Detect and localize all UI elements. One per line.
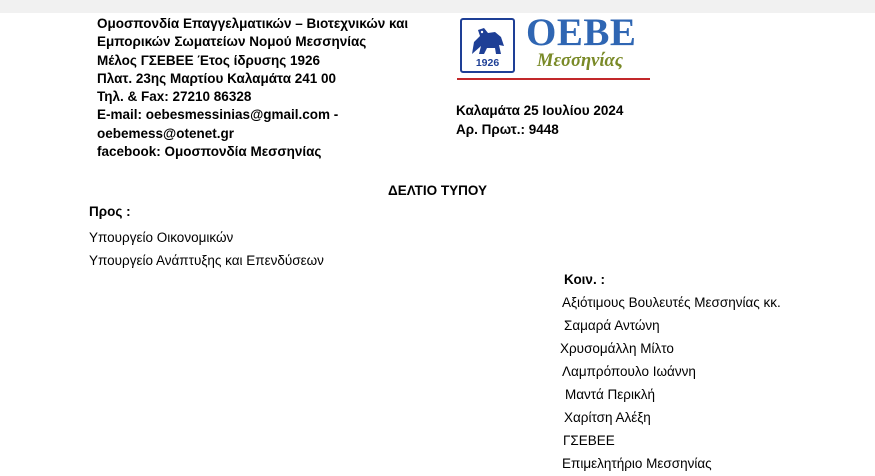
sender-line: Εμπορικών Σωματείων Νομού Μεσσηνίας: [97, 34, 367, 50]
logo-subtitle: Μεσσηνίας: [537, 51, 623, 71]
document-title: [0, 183, 875, 198]
sender-email-line: oebemess@otenet.gr: [97, 125, 234, 141]
cc-item: Μαντά Περικλή: [565, 387, 655, 402]
cc-item: Αξιότιμους Βουλευτές Μεσσηνίας κκ.: [562, 295, 781, 310]
recipients-label: Προς :: [89, 204, 131, 219]
document-title-text: ΔΕΛΤΙΟ ΤΥΠΟΥ: [388, 183, 487, 198]
cc-label: Κοιν. :: [564, 272, 605, 287]
organization-logo: [457, 11, 650, 82]
logo-year: 1926: [475, 57, 500, 69]
cc-item: Χρυσομάλλη Μίλτο: [560, 341, 674, 356]
sender-line: Τηλ. & Fax: 27210 86328: [97, 89, 252, 105]
cc-item: Επιμελητήριο Μεσσηνίας: [562, 456, 712, 471]
cc-item: Σαμαρά Αντώνη: [564, 318, 660, 333]
date-block: [456, 101, 623, 139]
cc-item: ΓΣΕΒΕΕ: [563, 433, 615, 448]
cc-item: Χαρίτση Αλέξη: [564, 410, 651, 425]
logo-emblem: [460, 18, 515, 73]
recipient-item: Υπουργείο Ανάπτυξης και Επενδύσεων: [89, 252, 324, 268]
protocol-number: Αρ. Πρωτ.: 9448: [456, 122, 559, 137]
sender-line: Ομοσπονδία Επαγγελματικών – Βιοτεχνικών και: [97, 16, 409, 31]
sender-email-line: E-mail: oebesmessinias@gmail.com -: [97, 107, 339, 123]
sender-line: Μέλος ΓΣΕΒΕΕ Έτος ίδρυσης 1926: [97, 52, 321, 68]
sender-line: Πλατ. 23ης Μαρτίου Καλαμάτα 241 00: [97, 70, 337, 86]
recipients-list: [89, 227, 324, 272]
sender-facebook-line: facebook: Ομοσπονδία Μεσσηνίας: [97, 144, 322, 160]
logo-underline: [457, 78, 650, 80]
recipient-item: Υπουργείο Οικονομικών: [89, 230, 234, 245]
logo-name: ΟΕΒΕ: [526, 11, 637, 54]
page-top-bar: [0, 0, 875, 13]
cc-item: Λαμπρόπουλο Ιωάννη: [562, 364, 696, 379]
document-date: Καλαμάτα 25 Ιουλίου 2024: [456, 103, 624, 118]
lion-emblem-icon: [468, 24, 508, 60]
sender-block: [97, 15, 408, 161]
